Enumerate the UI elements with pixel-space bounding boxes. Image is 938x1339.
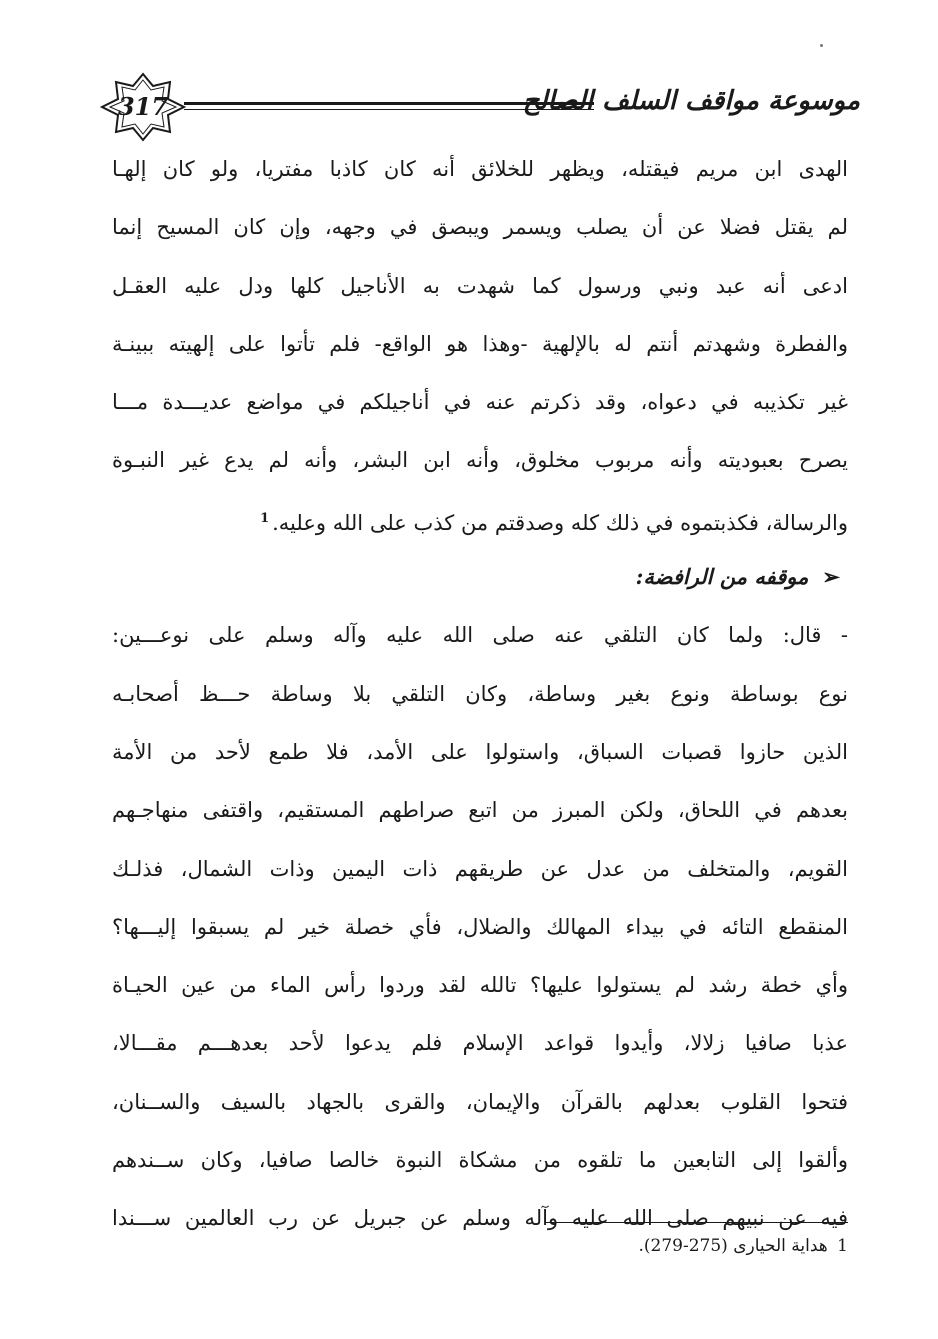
scan-dot <box>820 44 823 47</box>
footnote <box>348 1236 848 1256</box>
text-line-with-footnote <box>112 490 848 548</box>
text-line: نوع بوساطة ونوع بغير وساطة، وكان التلقي بلا وساطة حـــظ أصحابـه <box>112 681 848 706</box>
text-line: الذين حازوا قصبات السباق، واستولوا على الأمد، فلا طمع لأحد من الأمة <box>112 739 848 764</box>
text-line: الهدى ابن مريم فيقتله، ويظهر للخلائق أنه كان كاذبا مفتريا، ولو كان إلهـا <box>112 157 848 181</box>
text-line: وأي خطة رشد لم يستولوا عليها؟ تالله لقد وردوا رأس الماء من عين الحيـاة <box>112 973 848 998</box>
text-line: لم يقتل فضلا عن أن يصلب ويسمر ويبصق في وجهه، وإن كان المسيح إنما <box>112 215 848 240</box>
arrow-bullet-icon: ➢ <box>822 564 840 590</box>
body-text <box>112 140 848 1248</box>
page-number-badge <box>100 72 186 142</box>
footnote-text: هداية الحيارى (275-279). <box>638 1236 828 1256</box>
text-line: ادعى أنه عبد ونبي ورسول كما شهدت به الأناجيل كلها ودل عليه العقـل <box>112 273 848 298</box>
footnote-separator <box>545 1222 848 1223</box>
text-line: بعدهم في اللحاق، ولكن المبرز من اتبع صراطهم المستقيم، واقتفى منهاجـهم <box>112 798 848 823</box>
footnote-reference: 1 <box>260 510 270 526</box>
text-line: المنقطع التائه في بيداء المهالك والضلال، فأي خصلة خير لم يسبقوا إليـــها؟ <box>112 914 848 939</box>
section-heading <box>112 548 848 606</box>
text-line: فيه عن نبيهم صلى الله عليه وآله وسلم عن جبريل عن رب العالمين ســـندا <box>112 1206 848 1231</box>
text-line-content: والرسالة، فكذبتموه في ذلك كله وصدقتم من كذب على الله وعليه. <box>272 510 848 535</box>
text-line: عذبا صافيا زلالا، وأيدوا قواعد الإسلام فلم يدعوا لأحد بعدهـــم مقـــالا، <box>112 1031 848 1056</box>
section-heading-text: موقفه من الرافضة: <box>635 564 809 590</box>
text-line: فتحوا القلوب بعدلهم بالقرآن والإيمان، والقرى بالجهاد بالسيف والســنان، <box>112 1089 848 1114</box>
book-title: موسوعة مواقف السلف الصالح <box>522 86 860 116</box>
text-line: يصرح بعبوديته وأنه مربوب مخلوق، وأنه ابن البشر، وأنه لم يدع غير النبـوة <box>112 448 848 473</box>
text-line: غير تكذيبه في دعواه، وقد ذكرتم عنه في أناجيلكم في مواضع عديـــدة مـــا <box>112 390 848 415</box>
text-line: والفطرة وشهدتم أنتم له بالإلهية -وهذا هو الواقع- فلم تأتوا على إلهيته ببينـة <box>112 331 848 356</box>
page-number: 317 <box>117 92 169 121</box>
text-line: - قال: ولما كان التلقي عنه صلى الله عليه وآله وسلم على نوعـــين: <box>112 623 848 648</box>
text-line: وألقوا إلى التابعين ما تلقوه من مشكاة النبوة خالصا صافيا، وكان ســندهم <box>112 1148 848 1173</box>
page-header <box>100 72 860 142</box>
text-line: القويم، والمتخلف من عدل عن طريقهم ذات اليمين وذات الشمال، فذلـك <box>112 856 848 881</box>
footnote-number: 1 <box>837 1236 848 1256</box>
